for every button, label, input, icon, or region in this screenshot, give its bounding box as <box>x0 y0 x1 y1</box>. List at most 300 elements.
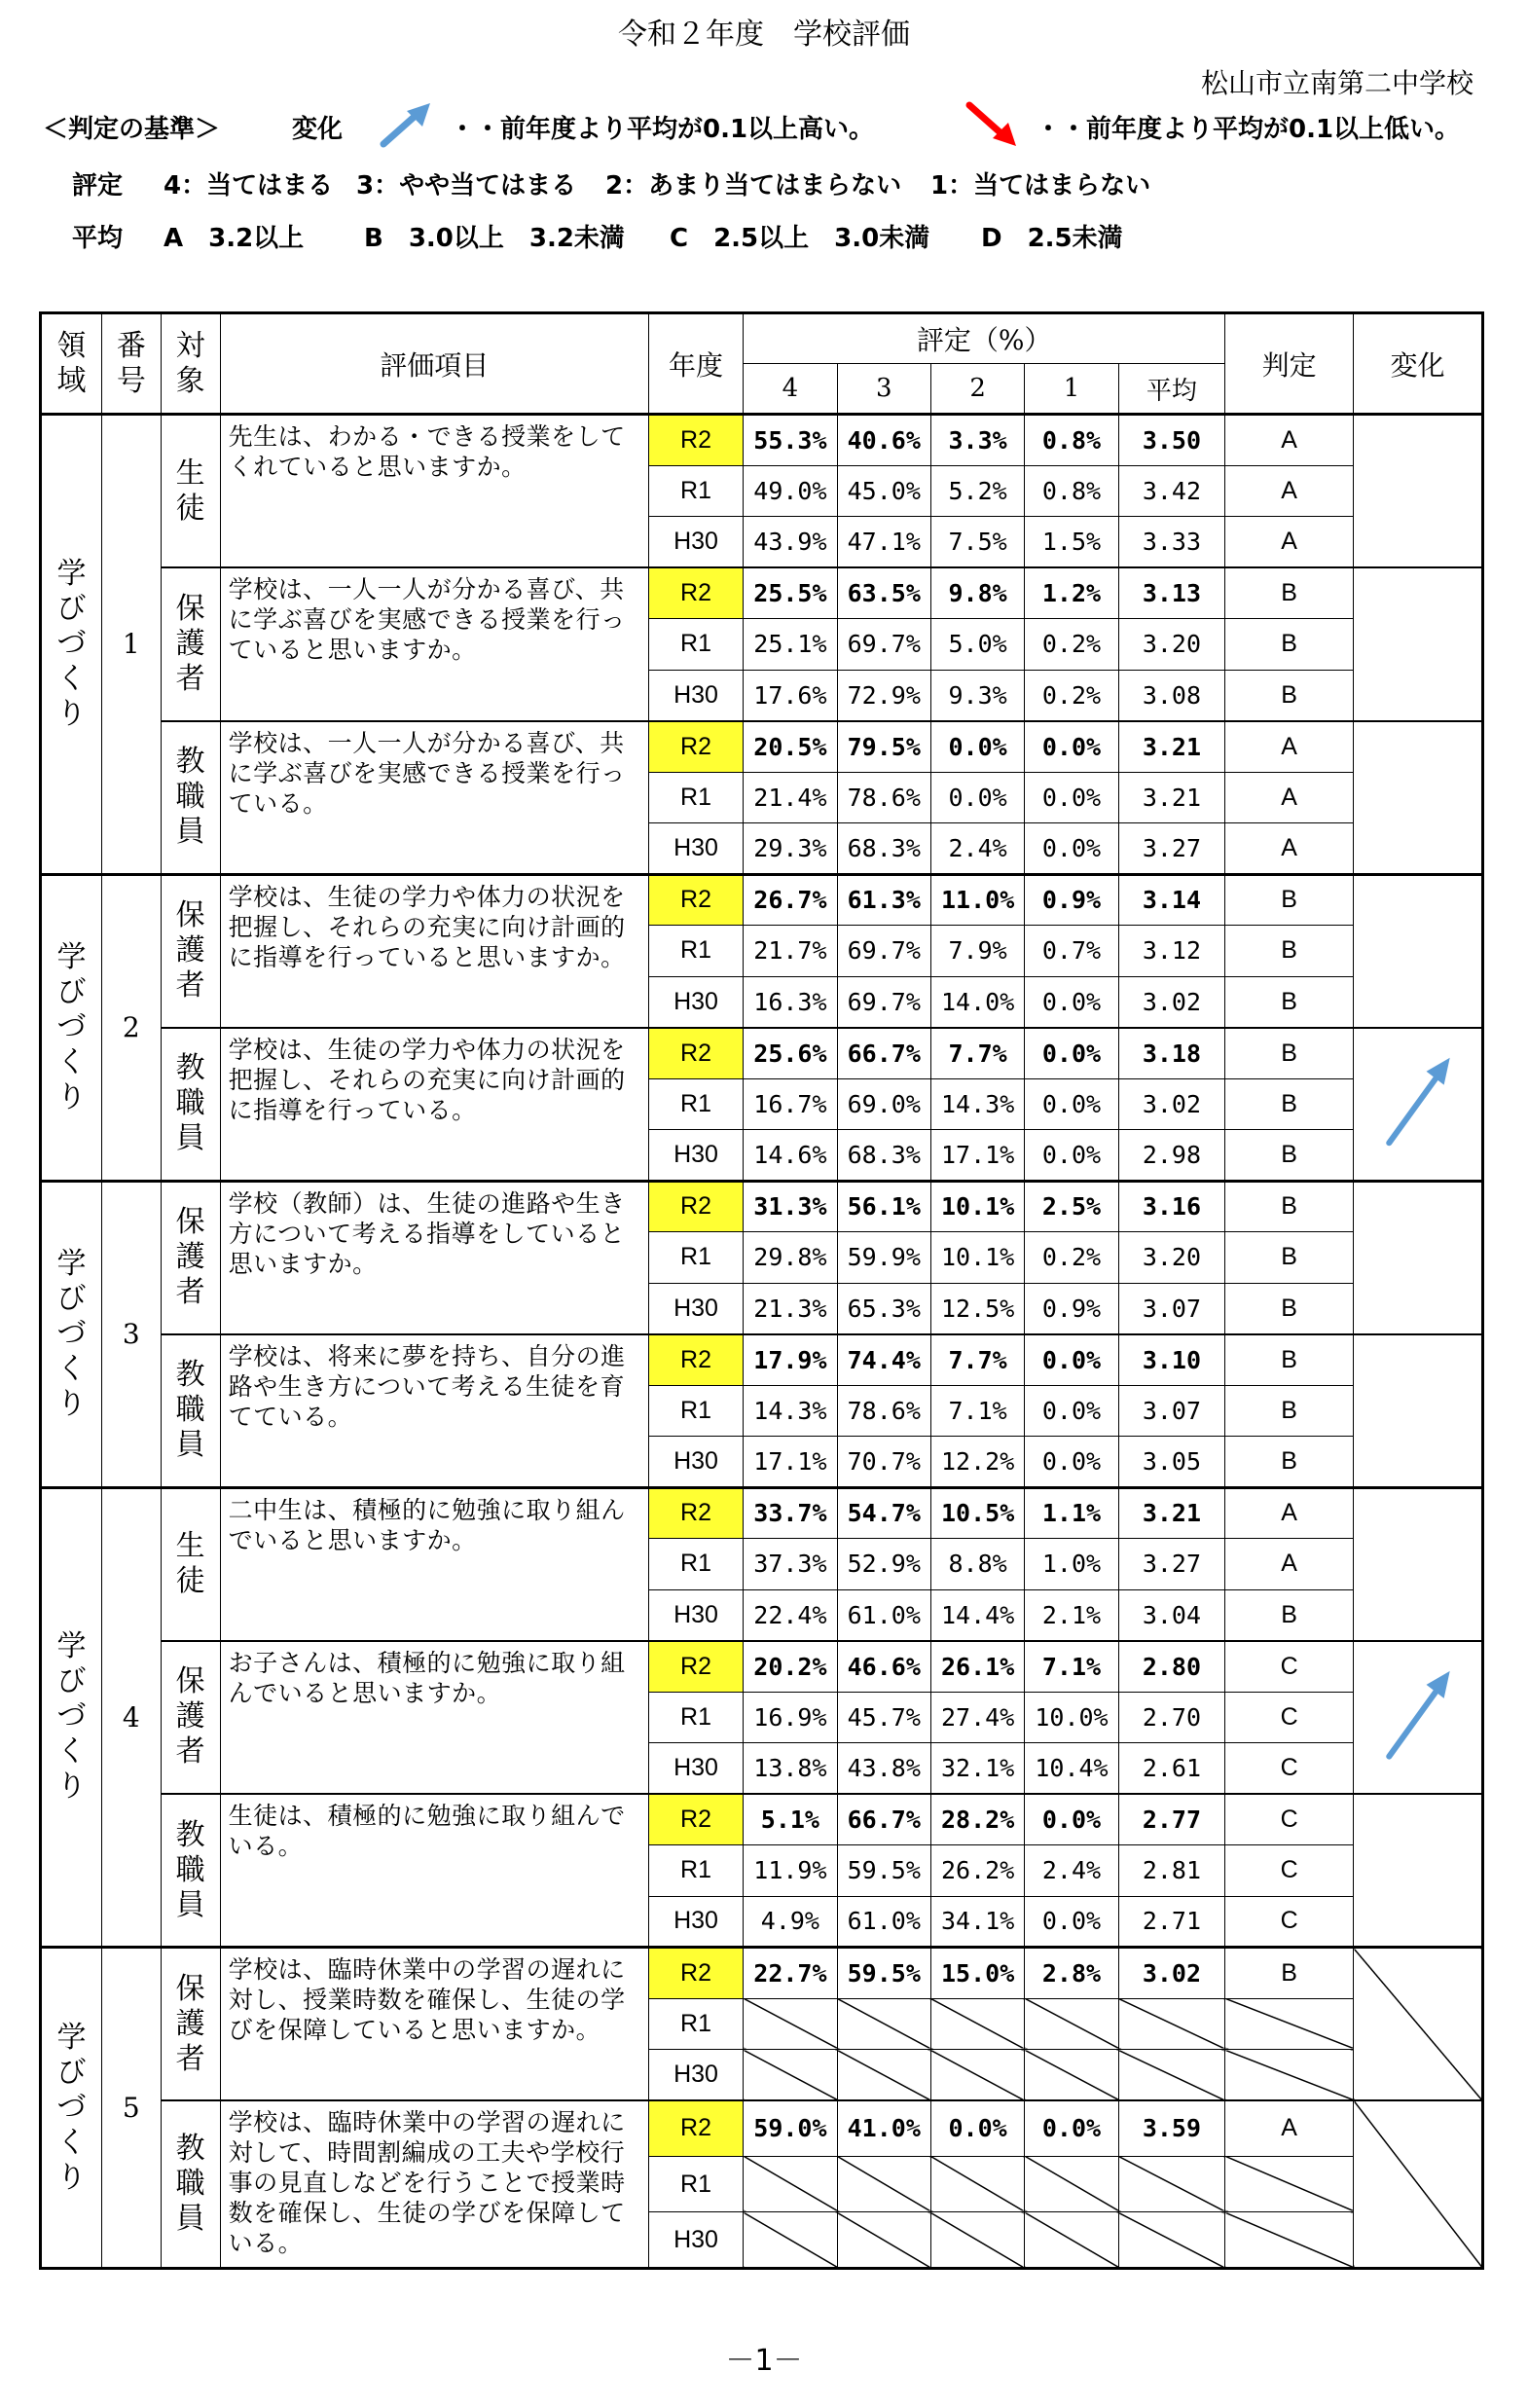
value-v2: 3.3% <box>930 415 1024 466</box>
year-cell: H30 <box>648 1130 743 1182</box>
header-col-avg: 平均 <box>1118 364 1225 415</box>
value-v3: 56.1% <box>837 1181 930 1232</box>
value-v2: 0.0% <box>930 772 1024 823</box>
arrow-up-icon <box>378 99 436 150</box>
year-cell: R2 <box>648 1181 743 1232</box>
value-v4: 22.4% <box>744 1589 837 1641</box>
empty-cell <box>1118 2156 1225 2211</box>
item-cell: お子さんは、積極的に勉強に取り組んでいると思いますか。 <box>220 1641 648 1795</box>
value-avg: 2.61 <box>1118 1743 1225 1795</box>
judge-cell: B <box>1225 1232 1354 1284</box>
judge-cell: B <box>1225 1028 1354 1079</box>
empty-cell <box>1225 2156 1354 2211</box>
judge-cell: A <box>1225 2100 1354 2156</box>
judge-cell: A <box>1225 772 1354 823</box>
domain-cell: 学びづくり <box>41 874 102 1181</box>
empty-cell <box>1025 2050 1118 2101</box>
empty-cell <box>1118 2050 1225 2101</box>
header-item: 評価項目 <box>220 313 648 415</box>
judge-cell: A <box>1225 1539 1354 1590</box>
table-row <box>41 1641 1483 1693</box>
value-v1: 0.2% <box>1025 670 1118 721</box>
legend-rating-label: 評定 <box>72 171 124 201</box>
change-cell <box>1354 1334 1483 1488</box>
year-cell: R2 <box>648 1641 743 1693</box>
table-row <box>41 1487 1483 1539</box>
value-v1: 0.0% <box>1025 1896 1118 1948</box>
value-v4: 21.3% <box>744 1283 837 1334</box>
value-v2: 10.5% <box>930 1487 1024 1539</box>
legend-avg-label: 平均 <box>72 224 124 253</box>
value-v2: 5.2% <box>930 465 1024 517</box>
value-v1: 0.9% <box>1025 1283 1118 1334</box>
value-v3: 70.7% <box>837 1437 930 1488</box>
value-v4: 55.3% <box>744 415 837 466</box>
judge-cell: A <box>1225 517 1354 568</box>
value-v4: 5.1% <box>744 1794 837 1845</box>
empty-cell <box>930 2050 1024 2101</box>
judge-cell: C <box>1225 1692 1354 1743</box>
year-cell: H30 <box>648 1896 743 1948</box>
value-avg: 3.07 <box>1118 1385 1225 1437</box>
item-cell: 二中生は、積極的に勉強に取り組んでいると思いますか。 <box>220 1487 648 1641</box>
year-cell: R1 <box>648 1539 743 1590</box>
judge-cell: B <box>1225 1334 1354 1386</box>
value-v1: 0.0% <box>1025 721 1118 773</box>
change-cell <box>1354 1948 1483 2101</box>
value-v3: 69.7% <box>837 926 930 977</box>
value-avg: 3.18 <box>1118 1028 1225 1079</box>
year-cell: R2 <box>648 1028 743 1079</box>
value-v3: 59.5% <box>837 1845 930 1897</box>
legend-grade-c: C 2.5以上 3.0未満 <box>670 224 930 253</box>
target-cell: 教職員 <box>161 1334 220 1488</box>
value-v3: 40.6% <box>837 415 930 466</box>
judge-cell: B <box>1225 1283 1354 1334</box>
value-v4: 14.6% <box>744 1130 837 1182</box>
legend-rating-1: 1：当てはまらない <box>930 171 1151 201</box>
value-v2: 7.5% <box>930 517 1024 568</box>
value-avg: 3.16 <box>1118 1181 1225 1232</box>
table-row <box>41 567 1483 619</box>
table-row <box>41 1181 1483 1232</box>
value-v2: 12.2% <box>930 1437 1024 1488</box>
target-cell: 教職員 <box>161 721 220 875</box>
year-cell: H30 <box>648 1589 743 1641</box>
number-cell: 4 <box>101 1487 161 1948</box>
value-v4: 26.7% <box>744 874 837 926</box>
value-v3: 43.8% <box>837 1743 930 1795</box>
item-cell: 学校は、生徒の学力や体力の状況を把握し、それらの充実に向け計画的に指導を行っている。 <box>220 1028 648 1182</box>
judge-cell: A <box>1225 823 1354 875</box>
value-v1: 0.0% <box>1025 772 1118 823</box>
value-avg: 3.20 <box>1118 619 1225 671</box>
judge-cell: B <box>1225 1181 1354 1232</box>
value-v3: 68.3% <box>837 1130 930 1182</box>
year-cell: R2 <box>648 415 743 466</box>
target-cell: 保護者 <box>161 1641 220 1795</box>
item-cell: 学校は、将来に夢を持ち、自分の進路や生き方について考える生徒を育てている。 <box>220 1334 648 1488</box>
target-cell: 教職員 <box>161 1028 220 1182</box>
value-v3: 72.9% <box>837 670 930 721</box>
value-avg: 3.21 <box>1118 721 1225 773</box>
judge-cell: B <box>1225 874 1354 926</box>
year-cell: H30 <box>648 1437 743 1488</box>
empty-cell <box>1225 2212 1354 2269</box>
empty-cell <box>837 2050 930 2101</box>
value-v2: 15.0% <box>930 1948 1024 1999</box>
header-year: 年度 <box>648 313 743 415</box>
target-cell: 保護者 <box>161 1181 220 1334</box>
value-v2: 27.4% <box>930 1692 1024 1743</box>
year-cell: R1 <box>648 1692 743 1743</box>
value-v1: 2.8% <box>1025 1948 1118 1999</box>
table-row <box>41 415 1483 466</box>
value-v4: 49.0% <box>744 465 837 517</box>
arrow-up-icon <box>1354 1029 1481 1180</box>
value-avg: 3.14 <box>1118 874 1225 926</box>
legend-rating-3: 3：やや当てはまる <box>356 171 577 201</box>
target-cell: 保護者 <box>161 567 220 721</box>
value-v1: 1.5% <box>1025 517 1118 568</box>
judge-cell: A <box>1225 465 1354 517</box>
value-avg: 3.13 <box>1118 567 1225 619</box>
domain-cell: 学びづくり <box>41 1181 102 1487</box>
year-cell: R1 <box>648 1845 743 1897</box>
value-v1: 0.0% <box>1025 1130 1118 1182</box>
value-v1: 2.5% <box>1025 1181 1118 1232</box>
value-v4: 17.9% <box>744 1334 837 1386</box>
table-row <box>41 2100 1483 2156</box>
value-v1: 1.2% <box>1025 567 1118 619</box>
header-col-4: 4 <box>744 364 837 415</box>
value-v4: 31.3% <box>744 1181 837 1232</box>
value-avg: 3.42 <box>1118 465 1225 517</box>
judge-cell: B <box>1225 926 1354 977</box>
judge-cell: B <box>1225 1130 1354 1182</box>
header-col-2: 2 <box>930 364 1024 415</box>
value-v1: 1.0% <box>1025 1539 1118 1590</box>
header-change: 変化 <box>1354 313 1483 415</box>
item-cell: 学校は、臨時休業中の学習の遅れに対して、時間割編成の工夫や学校行事の見直しなどを行うことで授業時数を確保し、生徒の学びを保障している。 <box>220 2100 648 2269</box>
value-v3: 59.9% <box>837 1232 930 1284</box>
value-avg: 2.98 <box>1118 1130 1225 1182</box>
value-v1: 0.0% <box>1025 1028 1118 1079</box>
item-cell: 学校は、一人一人が分かる喜び、共に学ぶ喜びを実感できる授業を行っていると思いますか。 <box>220 567 648 721</box>
change-cell <box>1354 1641 1483 1795</box>
empty-cell <box>1025 1998 1118 2050</box>
value-v3: 78.6% <box>837 1385 930 1437</box>
number-cell: 3 <box>101 1181 161 1487</box>
judge-cell: B <box>1225 619 1354 671</box>
value-v3: 66.7% <box>837 1028 930 1079</box>
value-v3: 69.7% <box>837 619 930 671</box>
value-v4: 29.8% <box>744 1232 837 1284</box>
domain-cell: 学びづくり <box>41 1487 102 1948</box>
year-cell: H30 <box>648 670 743 721</box>
value-v1: 0.0% <box>1025 2100 1118 2156</box>
value-avg: 3.08 <box>1118 670 1225 721</box>
value-v2: 8.8% <box>930 1539 1024 1590</box>
value-avg: 3.02 <box>1118 1078 1225 1130</box>
header-domain: 領域 <box>41 313 102 415</box>
value-avg: 3.21 <box>1118 772 1225 823</box>
empty-cell <box>1225 2050 1354 2101</box>
target-cell: 保護者 <box>161 1948 220 2101</box>
value-v1: 0.0% <box>1025 1794 1118 1845</box>
header-target: 対象 <box>161 313 220 415</box>
value-v2: 10.1% <box>930 1232 1024 1284</box>
empty-cell <box>744 1998 837 2050</box>
year-cell: R2 <box>648 2100 743 2156</box>
value-v2: 7.7% <box>930 1334 1024 1386</box>
value-avg: 3.27 <box>1118 823 1225 875</box>
value-v4: 21.7% <box>744 926 837 977</box>
year-cell: R1 <box>648 926 743 977</box>
year-cell: R1 <box>648 1232 743 1284</box>
value-v4: 11.9% <box>744 1845 837 1897</box>
legend-rating-2: 2：あまり当てはまらない <box>605 171 902 201</box>
judge-cell: B <box>1225 1589 1354 1641</box>
year-cell: R1 <box>648 465 743 517</box>
value-avg: 3.02 <box>1118 1948 1225 1999</box>
value-v4: 17.6% <box>744 670 837 721</box>
judge-cell: B <box>1225 1078 1354 1130</box>
value-v1: 2.1% <box>1025 1589 1118 1641</box>
value-v2: 2.4% <box>930 823 1024 875</box>
value-v4: 37.3% <box>744 1539 837 1590</box>
year-cell: H30 <box>648 1283 743 1334</box>
page-number: －1－ <box>725 2344 803 2378</box>
judge-cell: C <box>1225 1896 1354 1948</box>
value-avg: 3.07 <box>1118 1283 1225 1334</box>
change-cell <box>1354 1028 1483 1182</box>
arrow-up-icon <box>1354 1642 1481 1794</box>
judge-cell: B <box>1225 567 1354 619</box>
item-cell: 学校は、生徒の学力や体力の状況を把握し、それらの充実に向け計画的に指導を行っていると思いますか。 <box>220 874 648 1028</box>
value-avg: 3.21 <box>1118 1487 1225 1539</box>
value-v1: 0.2% <box>1025 619 1118 671</box>
value-avg: 2.81 <box>1118 1845 1225 1897</box>
value-v1: 0.8% <box>1025 415 1118 466</box>
value-v2: 28.2% <box>930 1794 1024 1845</box>
legend-grade-d: D 2.5未満 <box>981 224 1123 253</box>
empty-cell <box>1025 2212 1118 2269</box>
year-cell: H30 <box>648 823 743 875</box>
judge-cell: A <box>1225 721 1354 773</box>
value-v3: 79.5% <box>837 721 930 773</box>
value-avg: 3.10 <box>1118 1334 1225 1386</box>
legend-up-text: ・・前年度より平均が0.1以上高い。 <box>450 115 875 144</box>
year-cell: R1 <box>648 2156 743 2211</box>
value-v4: 16.3% <box>744 976 837 1028</box>
target-cell: 生徒 <box>161 1487 220 1641</box>
item-cell: 学校は、臨時休業中の学習の遅れに対し、授業時数を確保し、生徒の学びを保障していると思いますか。 <box>220 1948 648 2101</box>
value-v3: 68.3% <box>837 823 930 875</box>
value-avg: 3.33 <box>1118 517 1225 568</box>
value-v3: 59.5% <box>837 1948 930 1999</box>
target-cell: 生徒 <box>161 415 220 568</box>
empty-cell <box>837 2212 930 2269</box>
value-v3: 69.0% <box>837 1078 930 1130</box>
value-v4: 14.3% <box>744 1385 837 1437</box>
legend-grade-a: A 3.2以上 <box>164 224 305 253</box>
value-v2: 7.7% <box>930 1028 1024 1079</box>
value-v3: 54.7% <box>837 1487 930 1539</box>
legend-down-text: ・・前年度より平均が0.1以上低い。 <box>1036 115 1461 144</box>
empty-cell <box>837 2156 930 2211</box>
target-cell: 教職員 <box>161 2100 220 2269</box>
value-v3: 45.7% <box>837 1692 930 1743</box>
judge-cell: B <box>1225 1437 1354 1488</box>
value-v3: 78.6% <box>837 772 930 823</box>
value-v2: 26.1% <box>930 1641 1024 1693</box>
value-v2: 9.3% <box>930 670 1024 721</box>
value-v1: 0.0% <box>1025 1385 1118 1437</box>
school-name: 松山市立南第二中学校 <box>1200 67 1473 99</box>
value-v1: 1.1% <box>1025 1487 1118 1539</box>
year-cell: H30 <box>648 517 743 568</box>
table-row <box>41 721 1483 773</box>
domain-cell: 学びづくり <box>41 1948 102 2269</box>
value-v4: 43.9% <box>744 517 837 568</box>
value-v4: 33.7% <box>744 1487 837 1539</box>
change-cell <box>1354 721 1483 875</box>
value-v2: 34.1% <box>930 1896 1024 1948</box>
year-cell: R2 <box>648 1487 743 1539</box>
number-cell: 1 <box>101 415 161 875</box>
legend-rating-4: 4：当てはまる <box>164 171 334 201</box>
value-v3: 61.0% <box>837 1896 930 1948</box>
value-v4: 16.7% <box>744 1078 837 1130</box>
value-avg: 3.12 <box>1118 926 1225 977</box>
year-cell: R1 <box>648 619 743 671</box>
value-v1: 0.0% <box>1025 1334 1118 1386</box>
value-v2: 32.1% <box>930 1743 1024 1795</box>
value-v1: 0.0% <box>1025 1078 1118 1130</box>
year-cell: H30 <box>648 976 743 1028</box>
table-row <box>41 1334 1483 1386</box>
item-cell: 学校は、一人一人が分かる喜び、共に学ぶ喜びを実感できる授業を行っている。 <box>220 721 648 875</box>
value-v3: 47.1% <box>837 517 930 568</box>
arrow-down-icon <box>964 99 1022 150</box>
empty-cell <box>744 2156 837 2211</box>
value-v4: 25.5% <box>744 567 837 619</box>
value-v3: 74.4% <box>837 1334 930 1386</box>
empty-cell <box>1225 1998 1354 2050</box>
header-number: 番号 <box>101 313 161 415</box>
table-row <box>41 1794 1483 1845</box>
value-v4: 25.1% <box>744 619 837 671</box>
value-v1: 2.4% <box>1025 1845 1118 1897</box>
value-v3: 63.5% <box>837 567 930 619</box>
target-cell: 教職員 <box>161 1794 220 1948</box>
header-col-3: 3 <box>837 364 930 415</box>
judge-cell: A <box>1225 415 1354 466</box>
value-v4: 13.8% <box>744 1743 837 1795</box>
value-v1: 0.0% <box>1025 823 1118 875</box>
year-cell: R1 <box>648 772 743 823</box>
judge-cell: B <box>1225 1948 1354 1999</box>
value-v4: 17.1% <box>744 1437 837 1488</box>
value-avg: 3.59 <box>1118 2100 1225 2156</box>
value-v4: 20.5% <box>744 721 837 773</box>
legend-criteria-label: ＜判定の基準＞ <box>43 115 221 144</box>
value-avg: 3.04 <box>1118 1589 1225 1641</box>
value-v1: 0.7% <box>1025 926 1118 977</box>
value-v1: 7.1% <box>1025 1641 1118 1693</box>
item-cell: 生徒は、積極的に勉強に取り組んでいる。 <box>220 1794 648 1948</box>
change-cell <box>1354 415 1483 568</box>
year-cell: H30 <box>648 2212 743 2269</box>
header-judge: 判定 <box>1225 313 1354 415</box>
value-v3: 65.3% <box>837 1283 930 1334</box>
item-cell: 学校（教師）は、生徒の進路や生き方について考える指導をしていると思いますか。 <box>220 1181 648 1334</box>
value-v1: 10.4% <box>1025 1743 1118 1795</box>
value-avg: 2.71 <box>1118 1896 1225 1948</box>
value-v3: 61.3% <box>837 874 930 926</box>
value-v2: 7.9% <box>930 926 1024 977</box>
page-title: 令和２年度 学校評価 <box>618 18 910 52</box>
value-v4: 21.4% <box>744 772 837 823</box>
empty-cell <box>1118 2212 1225 2269</box>
value-v1: 0.2% <box>1025 1232 1118 1284</box>
judge-cell: C <box>1225 1641 1354 1693</box>
value-v4: 25.6% <box>744 1028 837 1079</box>
year-cell: R2 <box>648 874 743 926</box>
year-cell: R2 <box>648 1794 743 1845</box>
change-cell <box>1354 567 1483 721</box>
value-v1: 0.0% <box>1025 1437 1118 1488</box>
number-cell: 2 <box>101 874 161 1181</box>
change-cell <box>1354 1487 1483 1641</box>
value-v3: 69.7% <box>837 976 930 1028</box>
item-cell: 先生は、わかる・できる授業をしてくれていると思いますか。 <box>220 415 648 568</box>
number-cell: 5 <box>101 1948 161 2269</box>
empty-cell <box>837 1998 930 2050</box>
value-v2: 17.1% <box>930 1130 1024 1182</box>
table-row <box>41 1948 1483 1999</box>
value-v2: 11.0% <box>930 874 1024 926</box>
value-v1: 0.9% <box>1025 874 1118 926</box>
value-v3: 66.7% <box>837 1794 930 1845</box>
judge-cell: B <box>1225 1385 1354 1437</box>
year-cell: R2 <box>648 1334 743 1386</box>
value-avg: 2.77 <box>1118 1794 1225 1845</box>
header-col-1: 1 <box>1025 364 1118 415</box>
value-avg: 3.27 <box>1118 1539 1225 1590</box>
year-cell: R1 <box>648 1078 743 1130</box>
change-cell <box>1354 1794 1483 1948</box>
value-v2: 12.5% <box>930 1283 1024 1334</box>
value-avg: 3.05 <box>1118 1437 1225 1488</box>
value-v1: 0.0% <box>1025 976 1118 1028</box>
empty-cell <box>930 2212 1024 2269</box>
judge-cell: B <box>1225 976 1354 1028</box>
judge-cell: C <box>1225 1743 1354 1795</box>
year-cell: R2 <box>648 567 743 619</box>
value-v2: 9.8% <box>930 567 1024 619</box>
change-cell <box>1354 2100 1483 2269</box>
empty-cell <box>1118 1998 1225 2050</box>
value-v2: 26.2% <box>930 1845 1024 1897</box>
value-v2: 14.3% <box>930 1078 1024 1130</box>
value-v3: 45.0% <box>837 465 930 517</box>
domain-cell: 学びづくり <box>41 415 102 875</box>
value-v4: 4.9% <box>744 1896 837 1948</box>
value-v2: 10.1% <box>930 1181 1024 1232</box>
value-v1: 10.0% <box>1025 1692 1118 1743</box>
